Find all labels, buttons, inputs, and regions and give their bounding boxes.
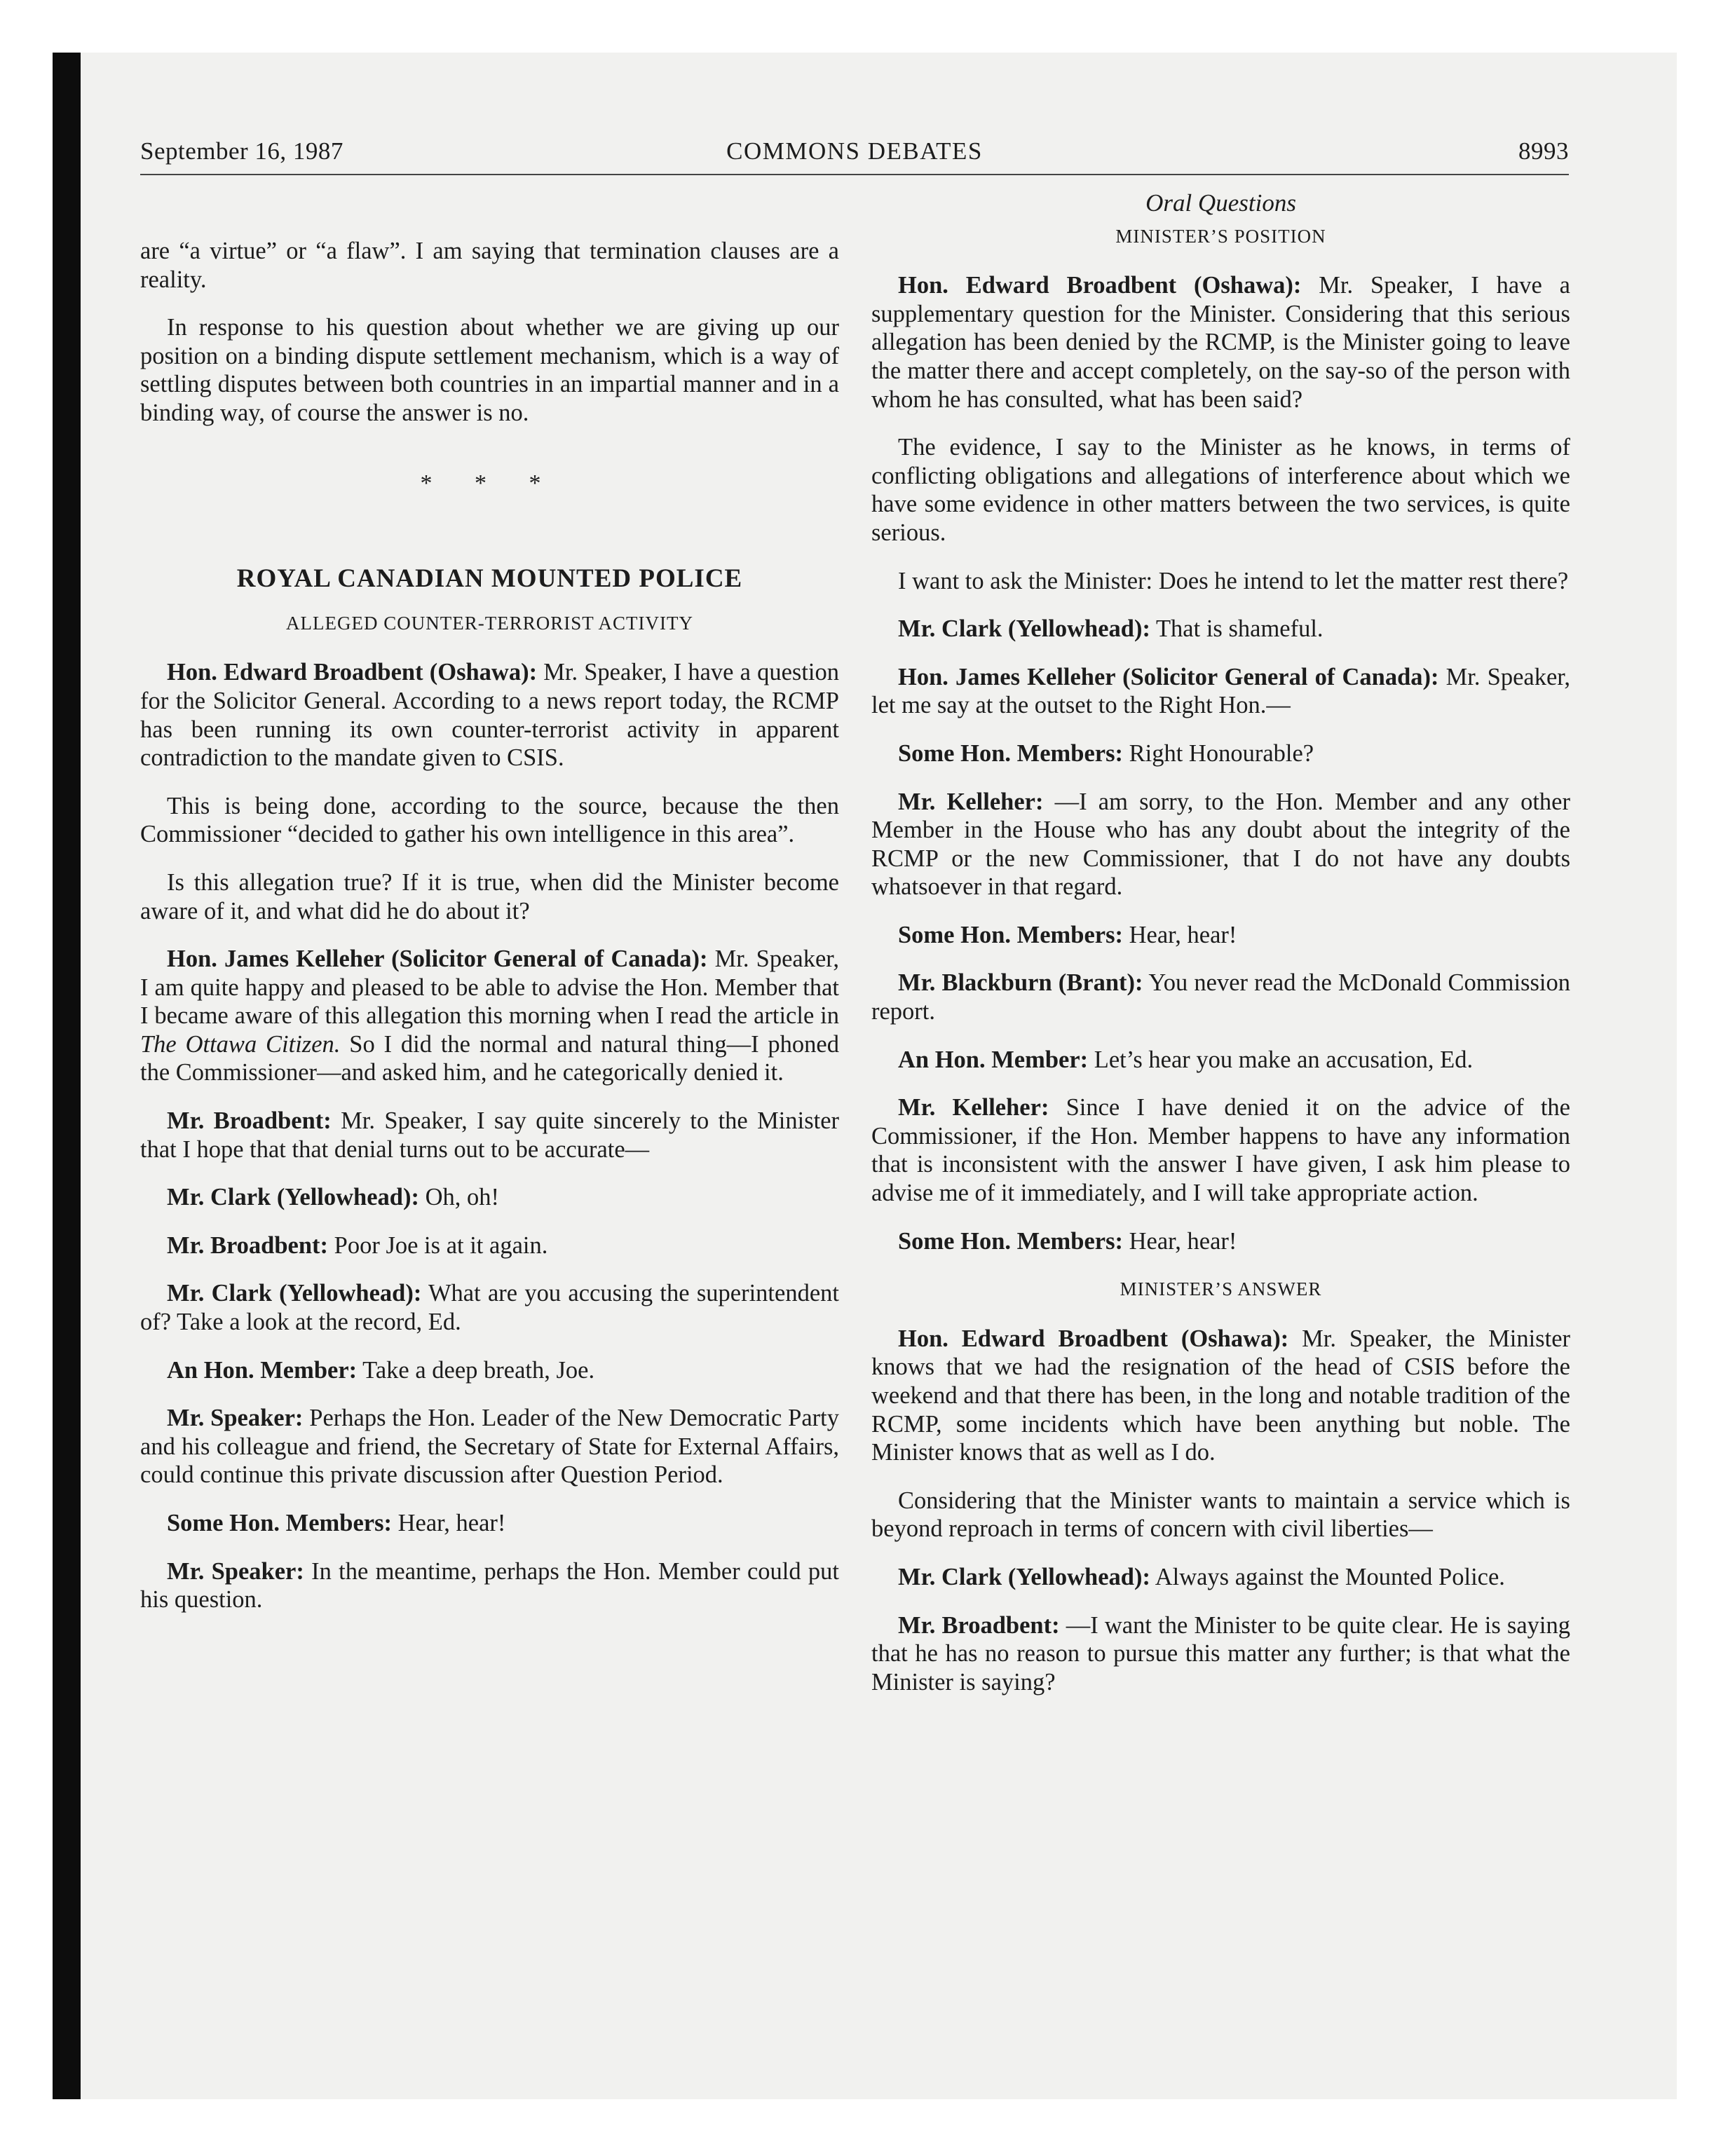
speech-text: You never read the McDonald Commission report. (871, 969, 1570, 1025)
speaker-name: An Hon. Member: (898, 1046, 1089, 1073)
speech-text: Hear, hear! (391, 1510, 506, 1536)
speech-text: Mr. Speaker, I am quite happy and pleased to be able to advise the Hon. Member that I became aware of this allegation this morning when I read the article in (140, 946, 839, 1030)
paragraph: This is being done, according to the source, because the then Commissioner “decided to gather his own intelligence in this area”. (140, 792, 839, 848)
speaker-name: Mr. Clark (Yellowhead): (898, 1563, 1150, 1590)
speech-paragraph (871, 663, 1570, 720)
speaker-name: Some Hon. Members: (898, 1227, 1123, 1255)
running-title: Oral Questions (1145, 189, 1296, 217)
speech-paragraph (871, 1325, 1570, 1467)
speech-text: Perhaps the Hon. Leader of the New Democratic Party and his colleague and friend, the Secretary of State for External Affairs, could continue this private discussion after Question Period. (140, 1405, 839, 1489)
speech-paragraph (140, 1557, 839, 1614)
speech-paragraph (871, 615, 1570, 643)
speech-text: Mr. Speaker, let me say at the outset to the Right Hon.— (871, 663, 1570, 719)
newspaper-title: The Ottawa Citizen. (140, 1030, 341, 1058)
subheading: MINISTER’S ANSWER (1120, 1278, 1322, 1300)
speaker-name: Mr. Speaker: (167, 1405, 304, 1432)
left-column (140, 189, 839, 1634)
speaker-name: Hon. Edward Broadbent (Oshawa): (898, 272, 1302, 299)
speech-text: Since I have denied it on the advice of the Commissioner, if the Hon. Member happens to have any information that is inconsistent with the answer I have given, I ask him please to advise me of it immediately, and I will take appropriate action. (871, 1094, 1570, 1207)
speech-text: Mr. Speaker, the Minister knows that we had the resignation of the head of CSIS before the weekend and that there has been, in the long and notable tradition of the RCMP, some incidents which have been anything but noble. The Minister knows that as well as I do. (871, 1325, 1570, 1466)
speech-paragraph (871, 1563, 1570, 1592)
speech-text: Take a deep breath, Joe. (357, 1356, 595, 1384)
speaker-name: Mr. Kelleher: (898, 788, 1044, 815)
speech-text: In the meantime, perhaps the Hon. Member could put his question. (140, 1557, 839, 1613)
speech-paragraph (871, 271, 1570, 414)
speech-text: What are you accusing the superintendent of? Take a look at the record, Ed. (140, 1280, 839, 1336)
paragraph: are “a virtue” or “a flaw”. I am saying that termination clauses are a reality. (140, 238, 839, 293)
speech-paragraph (140, 1356, 839, 1385)
speaker-name: Hon. Edward Broadbent (Oshawa): (898, 1325, 1289, 1352)
section-separator: * * * (420, 470, 559, 496)
speech-paragraph (140, 1279, 839, 1336)
scan-binding-edge (53, 53, 81, 2099)
paragraph: Considering that the Minister wants to maintain a service which is beyond reproach in terms of concern with civil liberties— (871, 1487, 1570, 1543)
speaker-name: Mr. Blackburn (Brant): (898, 969, 1143, 997)
speech-paragraph (871, 969, 1570, 1025)
speech-paragraph (871, 1093, 1570, 1207)
section-title: ROYAL CANADIAN MOUNTED POLICE (236, 564, 743, 594)
speaker-name: Mr. Broadbent: (167, 1231, 329, 1259)
speech-paragraph (140, 945, 839, 1087)
speech-text: Let’s hear you make an accusation, Ed. (1088, 1046, 1474, 1073)
speech-text: Right Honourable? (1122, 739, 1314, 767)
speech-paragraph (871, 1046, 1570, 1074)
speech-text: Hear, hear! (1122, 1227, 1237, 1255)
paragraph: The evidence, I say to the Minister as he knows, in terms of conflicting obligations and allegations of interference about which we have some evidence in other matters between the two services, is quite serious. (871, 434, 1570, 546)
speaker-name: Hon. Edward Broadbent (Oshawa): (167, 659, 538, 686)
speech-paragraph (871, 1227, 1570, 1256)
speaker-name: Mr. Broadbent: (167, 1107, 332, 1135)
speaker-name: Hon. James Kelleher (Solicitor General of Canada): (898, 663, 1439, 690)
speech-paragraph (871, 739, 1570, 768)
header-publication: COMMONS DEBATES (726, 137, 983, 165)
speech-paragraph (871, 788, 1570, 901)
speech-text: Oh, oh! (419, 1184, 500, 1211)
subheading: MINISTER’S POSITION (1115, 225, 1326, 247)
speech-text: Always against the Mounted Police. (1150, 1563, 1505, 1590)
speech-paragraph (140, 1107, 839, 1164)
paragraph: In response to his question about whether we are giving up our position on a binding dispute settlement mechanism, which is a way of settling disputes between both countries in an impartial manner and in a binding way, of course the answer is no. (140, 314, 839, 426)
speech-text: Hear, hear! (1122, 921, 1237, 948)
paragraph: I want to ask the Minister: Does he intend to let the matter rest there? (898, 567, 1569, 594)
speaker-name: Mr. Kelleher: (898, 1094, 1049, 1121)
speaker-name: Mr. Clark (Yellowhead): (898, 615, 1150, 643)
speaker-name: Some Hon. Members: (167, 1510, 392, 1536)
speaker-name: Mr. Clark (Yellowhead): (167, 1184, 419, 1211)
subheading: ALLEGED COUNTER-TERRORIST ACTIVITY (286, 612, 693, 634)
speech-text: So I did the normal and natural thing—I phoned the Commissioner—and asked him, and he categorically denied it. (140, 1030, 839, 1086)
speaker-name: Hon. James Kelleher (Solicitor General of Canada): (167, 946, 708, 973)
speaker-name: An Hon. Member: (167, 1356, 358, 1384)
speech-text: —I want the Minister to be quite clear. He is saying that he has no reason to pursue this matter any further; is that what the Minister is saying? (871, 1611, 1570, 1696)
speech-paragraph (871, 921, 1570, 950)
speech-paragraph (140, 658, 839, 772)
speech-text: Poor Joe is at it again. (328, 1231, 548, 1259)
header-date: September 16, 1987 (140, 137, 343, 165)
speech-paragraph (140, 1404, 839, 1489)
speech-text: Mr. Speaker, I say quite sincerely to the Minister that I hope that that denial turns out to be accurate— (140, 1107, 840, 1163)
speaker-name: Mr. Broadbent: (898, 1611, 1060, 1639)
speech-paragraph (140, 1509, 839, 1538)
speech-text: —I am sorry, to the Hon. Member and any other Member in the House who has any doubt about the integrity of the RCMP or the new Commissioner, that I do not have any doubts whatsoever in that regard. (871, 788, 1570, 901)
speaker-name: Some Hon. Members: (898, 921, 1123, 948)
speech-text: Mr. Speaker, I have a question for the Solicitor General. According to a news report today, the RCMP has been running its own counter-terrorist activity in apparent contradiction to the mandate given to CSIS. (140, 659, 839, 772)
speech-text: That is shameful. (1150, 615, 1324, 643)
speaker-name: Some Hon. Members: (898, 739, 1123, 767)
paragraph: Is this allegation true? If it is true, when did the Minister become aware of it, and what did he do about it? (140, 868, 839, 925)
speaker-name: Mr. Speaker: (167, 1557, 304, 1585)
speaker-name: Mr. Clark (Yellowhead): (167, 1280, 422, 1307)
right-column (871, 189, 1570, 1716)
speech-text: Mr. Speaker, I have a supplementary question for the Minister. Considering that this serious allegation has been denied by the RCMP, is the Minister going to leave the matter there and accept completely, on the say-so of the person with whom he has consulted, what has been said? (871, 272, 1570, 413)
header-page-number: 8993 (1518, 137, 1569, 165)
speech-paragraph (140, 1183, 839, 1212)
page-header (140, 137, 1569, 175)
speech-paragraph (140, 1231, 839, 1260)
speech-paragraph (871, 1611, 1570, 1697)
